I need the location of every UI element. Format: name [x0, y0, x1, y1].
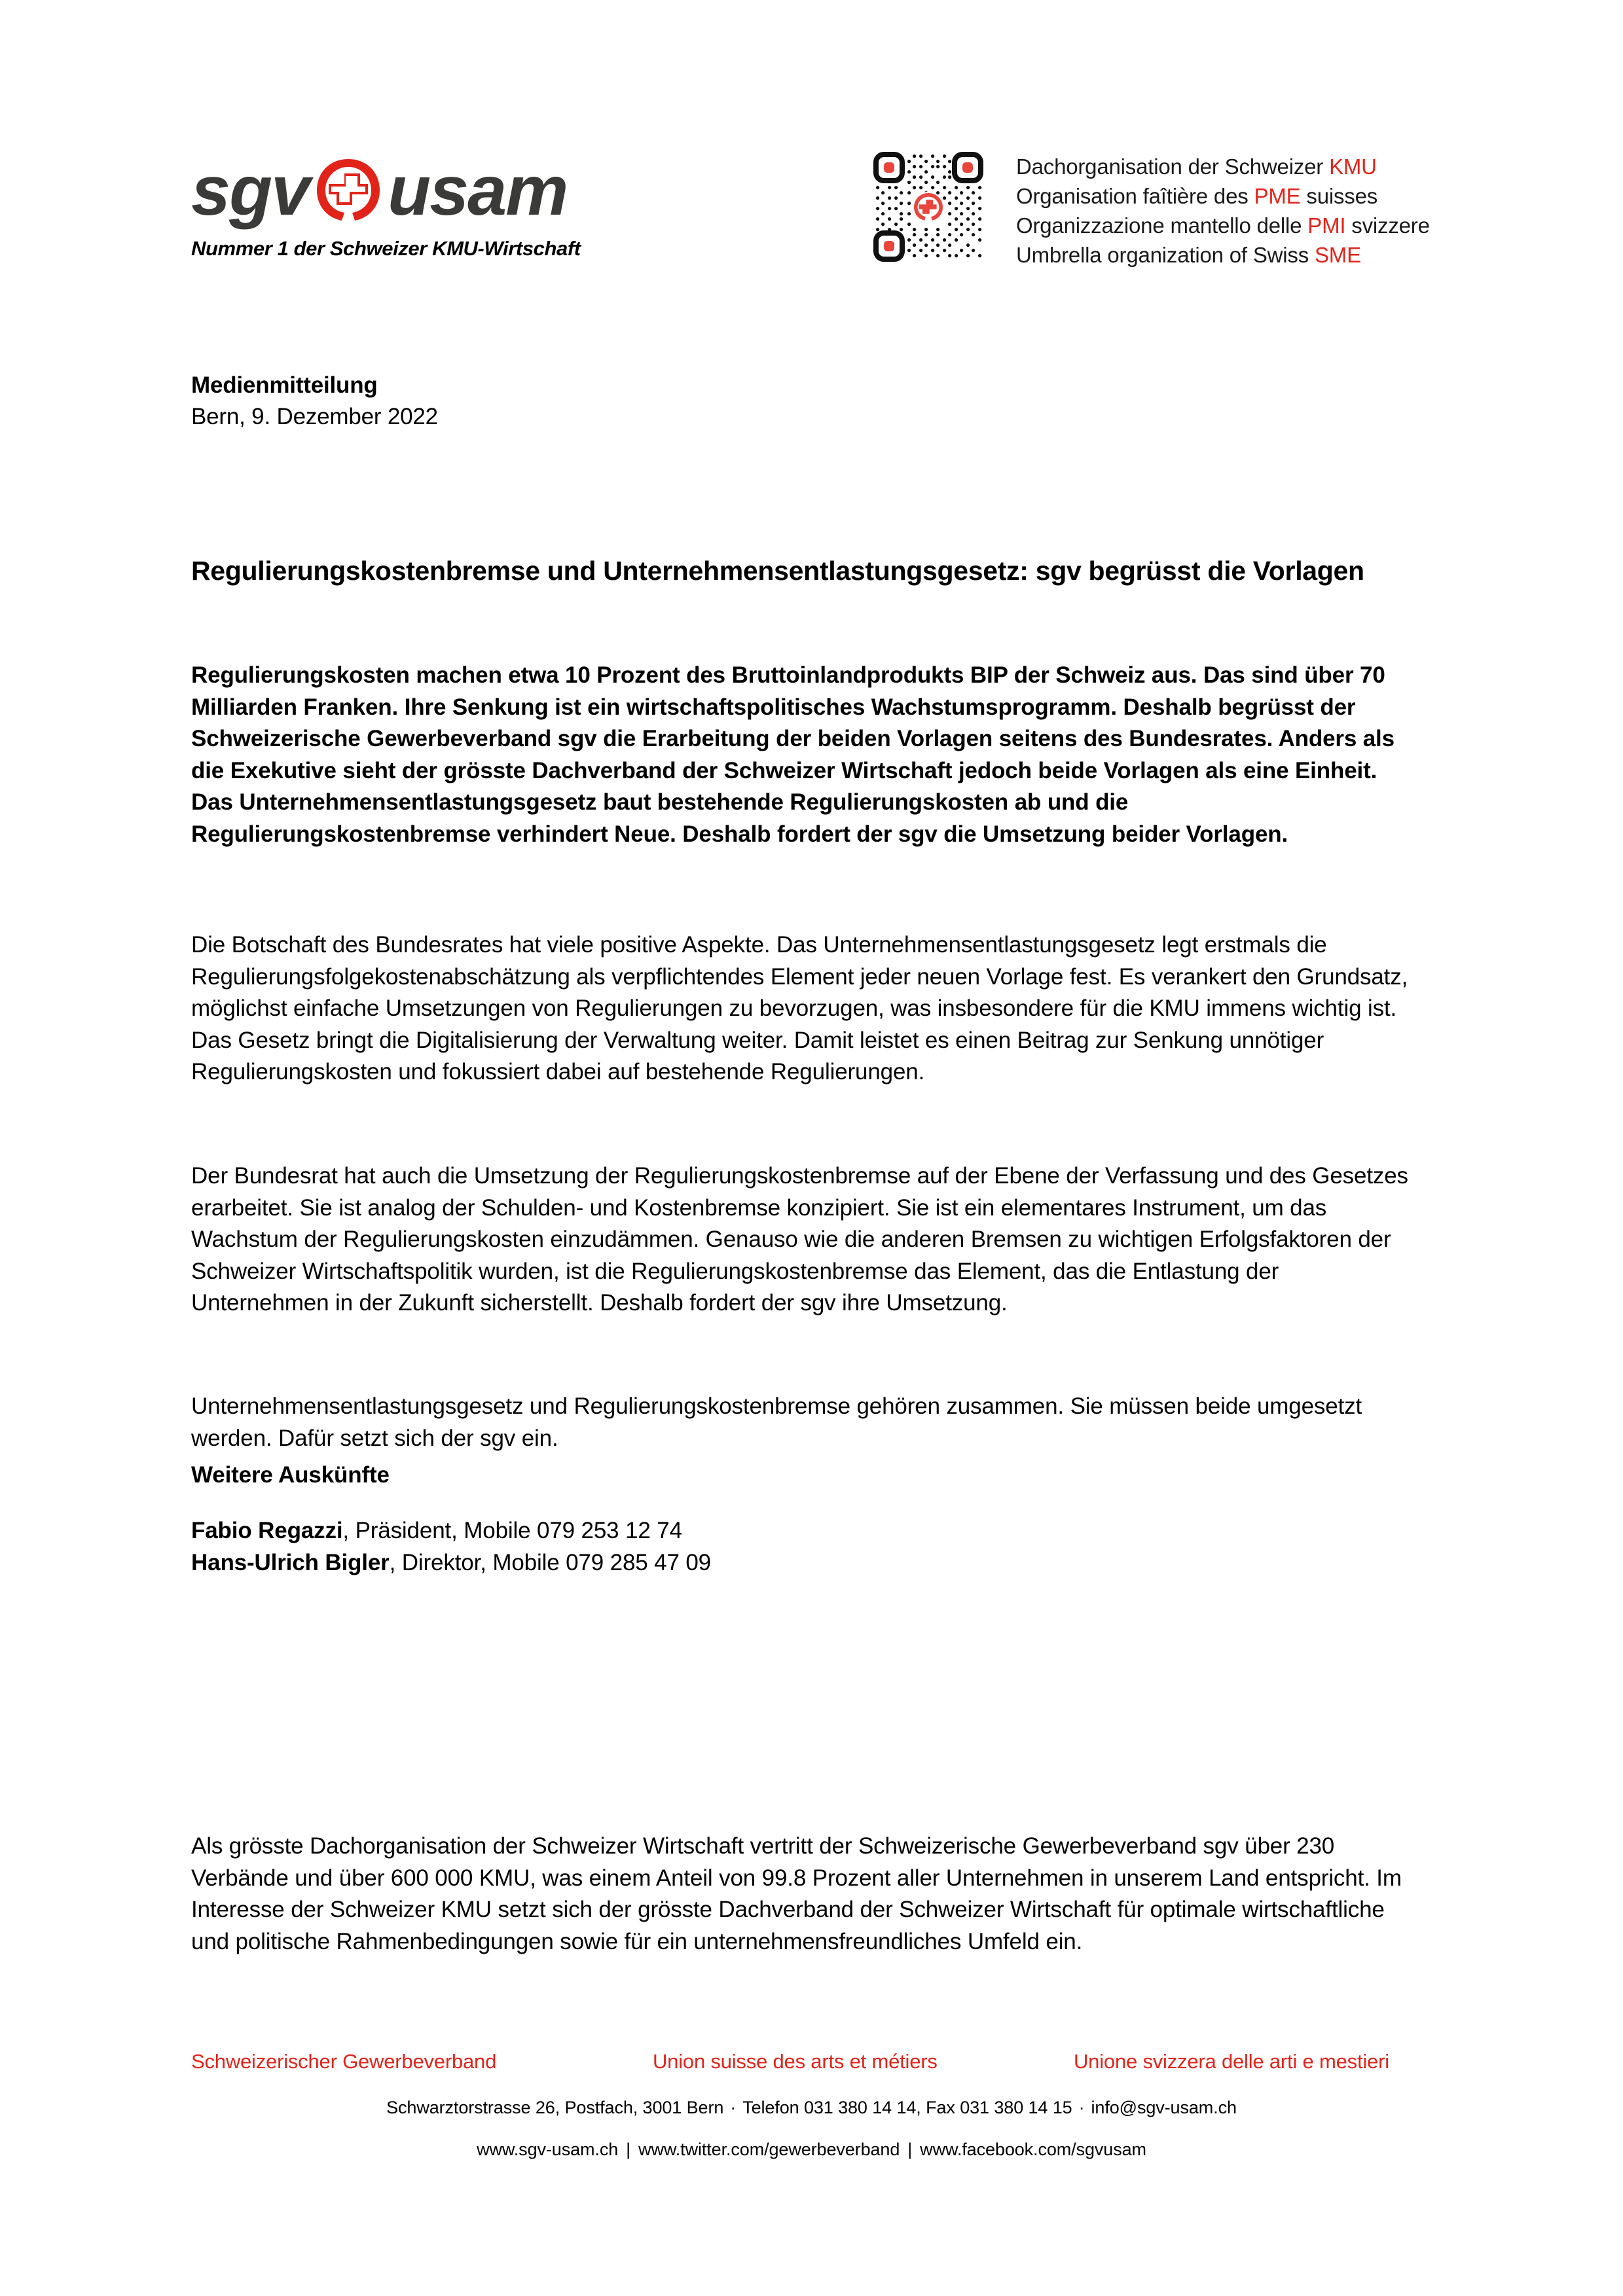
body-paragraph-2: Der Bundesrat hat auch die Umsetzung der Regulierungskostenbremse auf der Ebene der Verfassung und des Gesetzes erarbeitet. Sie ist analog der Schulden- und Kostenbremse konzipiert. Sie ist ein elementares Instrument, um das Wachstum der Regulierungskosten einzudämmen. Genauso wie die anderen Bremsen zu wichtigen Erfolgsfaktoren der Schweizer Wirtschaftspolitik wurden, ist die Regulierungskostenbremse das Element, das die Entlastung der Unternehmen in der Zukunft sicherstellt. Deshalb fordert der sgv ihre Umsetzung.	[191, 1163, 1408, 1316]
contact-details: , Direktor, Mobile 079 285 47 09	[389, 1549, 711, 1575]
logo-tagline: Nummer 1 der Schweizer KMU-Wirtschaft	[191, 237, 581, 260]
qr-and-claim	[871, 149, 1430, 270]
claim-en-before: Umbrella organization of Swiss	[1016, 243, 1315, 267]
contact-name: Fabio Regazzi	[191, 1518, 343, 1543]
footer-name-it: Unione svizzera delle arti e mestieri	[1074, 2050, 1389, 2073]
contact-heading: Weitere Auskünfte	[191, 1462, 390, 1488]
footer-email-link[interactable]: info@sgv-usam.ch	[1091, 2098, 1237, 2117]
footer-website-link[interactable]: www.sgv-usam.ch	[477, 2140, 619, 2159]
organization-boilerplate: Als grösste Dachorganisation der Schweizer Wirtschaft vertritt der Schweizerische Gewerbeverband sgv über 230 Verbände und über 600 000 KMU, was einem Anteil von 99.8 Prozent aller Unternehmen in unserem Land entspricht. Im Interesse der Schweizer KMU setzt sich der grösste Dachverband der Schweizer Wirtschaft für optimale wirtschaftliche und politische Rahmenbedingungen sowie für ein unternehmensfreundliches Umfeld ein.	[191, 1833, 1402, 1954]
footer-contact-line	[0, 2094, 1623, 2121]
page-footer	[0, 2049, 1623, 2162]
footer-facebook-link[interactable]: www.facebook.com/sgvusam	[920, 2140, 1146, 2159]
sgv-usam-logo	[191, 152, 610, 260]
page-title: Regulierungskostenbremse und Unternehmensentlastungsgesetz: sgv begrüsst die Vorlagen	[191, 556, 1364, 586]
claim-line-fr	[1016, 181, 1430, 211]
claim-fr-before: Organisation faîtière des	[1016, 184, 1254, 208]
document-meta	[191, 370, 1410, 433]
claim-fr-after: suisses	[1300, 184, 1378, 208]
swiss-cross-emblem-icon	[312, 155, 385, 228]
list-item	[191, 1547, 711, 1579]
lead-paragraph: Regulierungskosten machen etwa 10 Prozent des Bruttoinlandprodukts BIP der Schweiz aus. Das sind über 70 Milliarden Franken. Ihre Senkung ist ein wirtschaftspolitisches Wachstumsprogramm. Deshalb begrüsst der Schweizerische Gewerbeverband sgv die Erarbeitung der beiden Vorlagen seitens des Bundesrates. Anders als die Exekutive sieht der grösste Dachverband der Schweizer Wirtschaft jedoch beide Vorlagen als eine Einheit. Das Unternehmensentlastungsgesetz baut bestehende Regulierungskosten ab und die Regulierungskostenbremse verhindert Neue. Deshalb fordert der sgv die Umsetzung beider Vorlagen.	[191, 662, 1395, 847]
footer-street-address: Schwarztorstrasse 26, Postfach, 3001 Bern	[386, 2098, 724, 2117]
footer-separator-1: ·	[730, 2098, 737, 2117]
contact-details: , Präsident, Mobile 079 253 12 74	[342, 1518, 682, 1543]
contact-list	[191, 1515, 711, 1579]
claim-de-highlight: KMU	[1329, 154, 1377, 179]
dateline: Bern, 9. Dezember 2022	[191, 404, 438, 429]
claim-fr-highlight: PME	[1254, 184, 1301, 208]
claim-de-before: Dachorganisation der Schweizer	[1016, 154, 1330, 179]
claim-it-highlight: PMI	[1307, 213, 1346, 238]
claim-en-highlight: SME	[1315, 243, 1361, 267]
footer-twitter-link[interactable]: www.twitter.com/gewerbeverband	[638, 2140, 900, 2159]
claim-line-de	[1016, 152, 1430, 181]
footer-links-line	[0, 2136, 1623, 2162]
footer-pipe-1: |	[626, 2140, 631, 2159]
list-item	[191, 1515, 711, 1547]
logo-text-usam: usam	[388, 151, 568, 230]
footer-language-names	[0, 2049, 1623, 2079]
letterhead	[0, 0, 1623, 308]
document-type-label: Medienmitteilung	[191, 372, 378, 398]
multilingual-claim	[1016, 149, 1430, 270]
claim-it-after: svizzere	[1345, 213, 1430, 238]
footer-name-de: Schweizerischer Gewerbeverband	[191, 2050, 497, 2073]
claim-it-before: Organizzazione mantello delle	[1016, 213, 1308, 238]
logo-wordmark	[191, 152, 610, 229]
body-paragraph-3: Unternehmensentlastungsgesetz und Regulierungskostenbremse gehören zusammen. Sie müssen beide umgesetzt werden. Dafür setzt sich der sgv ein.	[191, 1393, 1362, 1451]
claim-line-en	[1016, 240, 1430, 270]
contact-name: Hans-Ulrich Bigler	[191, 1549, 390, 1575]
logo-text-sgv: sgv	[191, 151, 310, 230]
claim-line-it	[1016, 211, 1430, 240]
footer-phone-fax: Telefon 031 380 14 14, Fax 031 380 14 15	[742, 2098, 1072, 2117]
footer-separator-2: ·	[1078, 2098, 1085, 2117]
footer-name-fr: Union suisse des arts et métiers	[653, 2050, 938, 2073]
footer-pipe-2: |	[907, 2140, 913, 2159]
body-paragraph-1: Die Botschaft des Bundesrates hat viele positive Aspekte. Das Unternehmensentlastungsgesetz legt erstmals die Regulierungsfolgekostenabschätzung als verpflichtendes Element jeder neuen Vorlage fest. Es verankert den Grundsatz, möglichst einfache Umsetzungen von Regulierungen zu bevorzugen, was insbesondere für die KMU immens wichtig ist. Das Gesetz bringt die Digitalisierung der Verwaltung weiter. Damit leistet es einen Beitrag zur Senkung unnötiger Regulierungskosten und fokussiert dabei auf bestehende Regulierungen.	[191, 932, 1408, 1085]
qr-code-icon	[871, 149, 986, 264]
